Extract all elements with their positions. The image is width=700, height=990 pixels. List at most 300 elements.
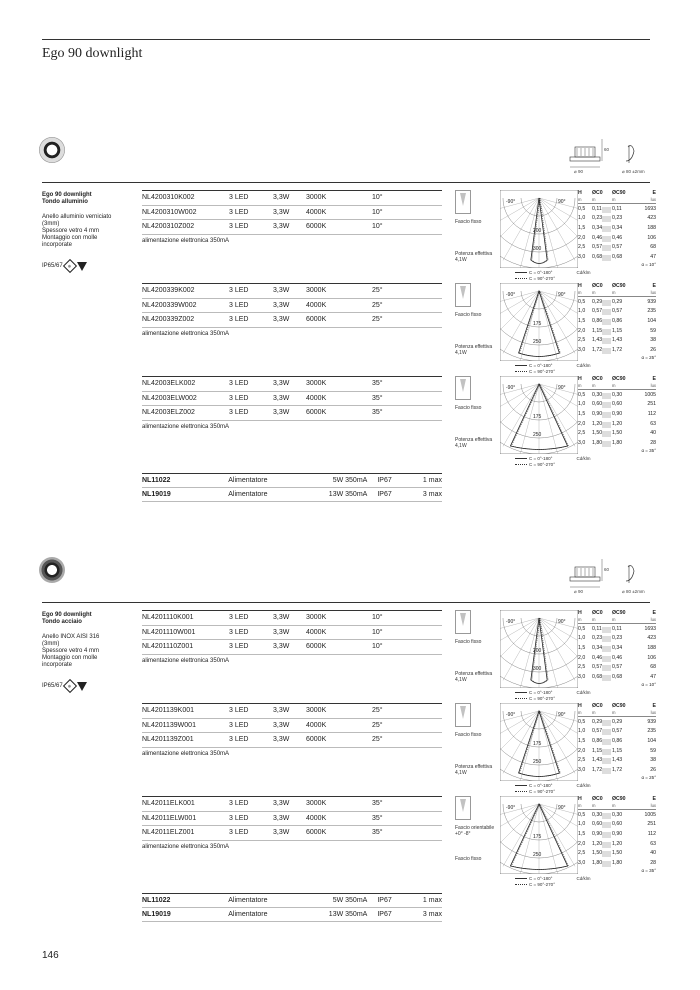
unit-label: Cd/klm bbox=[576, 690, 591, 695]
photometry-row: 3,0 1,72 1,72 26 bbox=[578, 766, 656, 773]
product-table bbox=[142, 610, 442, 664]
photometry-header: H ØC0 ØC90 E bbox=[578, 376, 656, 382]
beam-type-label: Fascio fisso bbox=[455, 219, 482, 225]
power: 3,3W bbox=[273, 316, 290, 324]
beam-tilt-label: +0° -8° bbox=[455, 831, 471, 837]
beam-angle-label: α = 10° bbox=[641, 261, 656, 267]
product-row bbox=[142, 299, 442, 314]
beam-angle: 25° bbox=[372, 707, 383, 715]
polar-label-inner: 200 bbox=[533, 648, 542, 654]
photometry-row: 1,0 0,23 0,23 423 bbox=[578, 635, 656, 642]
power-effective-label: Potenza effettiva bbox=[455, 437, 493, 443]
photometry-row: 0,5 0,30 0,30 1005 bbox=[578, 391, 656, 398]
product-table bbox=[142, 283, 442, 337]
beam-angle-label: α = 35° bbox=[641, 447, 656, 453]
photometry-row: 1,5 0,86 0,86 104 bbox=[578, 317, 656, 324]
power-supply-note: alimentazione elettronica 350mA bbox=[142, 423, 230, 430]
product-table bbox=[142, 190, 442, 244]
accessory-row bbox=[142, 908, 442, 922]
photometry-row: 0,5 0,29 0,29 939 bbox=[578, 718, 656, 725]
polar-label-right: 90° bbox=[558, 712, 566, 718]
polar-diagram bbox=[500, 703, 578, 793]
color-temp: 6000K bbox=[306, 409, 327, 417]
polar-label-left: -90° bbox=[506, 805, 516, 811]
accessory-max: 3 max bbox=[422, 911, 442, 918]
product-photo bbox=[39, 137, 65, 163]
product-code: NL42011ELW001 bbox=[142, 814, 197, 822]
polar-label-right: 90° bbox=[558, 292, 566, 298]
ip-label: IP65/67 bbox=[42, 262, 63, 269]
product-row bbox=[142, 190, 442, 206]
photometry-row: 2,5 1,50 1,50 40 bbox=[578, 430, 656, 437]
photometry-row: 1,0 0,60 0,60 251 bbox=[578, 401, 656, 408]
product-code: NL4201139K001 bbox=[142, 707, 195, 715]
polar-label-outer: 300 bbox=[533, 666, 542, 672]
product-row bbox=[142, 376, 442, 392]
accessory-code: NL11022 bbox=[142, 477, 171, 484]
photometry-units: m m m lux bbox=[578, 710, 656, 715]
page-title: Ego 90 downlight bbox=[42, 46, 143, 61]
product-row bbox=[142, 640, 442, 655]
led-count: 3 LED bbox=[229, 316, 249, 324]
power: 3,3W bbox=[273, 707, 290, 715]
product-table bbox=[142, 376, 442, 430]
power: 3,3W bbox=[273, 814, 290, 822]
beam-angle: 35° bbox=[372, 814, 383, 822]
polar-label-inner: 200 bbox=[533, 228, 542, 234]
beam-angle: 10° bbox=[372, 643, 383, 651]
polar-label-left: -90° bbox=[506, 292, 516, 298]
material-line: (3mm) bbox=[42, 221, 60, 227]
beam-type-label: Fascio fisso bbox=[455, 405, 482, 411]
led-count: 3 LED bbox=[229, 628, 249, 636]
led-count: 3 LED bbox=[229, 287, 249, 295]
hole-label: ⌀ 80 ±2mm bbox=[622, 589, 645, 594]
photometry-row: 1,5 0,90 0,90 112 bbox=[578, 410, 656, 417]
polar-label-inner: 175 bbox=[533, 321, 542, 327]
polar-label-left: -90° bbox=[506, 385, 516, 391]
beam-type-label: Fascio orientabile bbox=[455, 825, 495, 831]
product-row bbox=[142, 826, 442, 841]
unit-label: Cd/klm bbox=[576, 783, 591, 788]
photometry-row: 2,0 1,15 1,15 59 bbox=[578, 327, 656, 334]
accessory-max: 1 max bbox=[422, 897, 442, 904]
legend-c90: C = 90°-270° bbox=[515, 882, 555, 887]
material-line: incorporate bbox=[42, 662, 73, 668]
power: 3,3W bbox=[273, 736, 290, 744]
color-temp: 3000K bbox=[306, 614, 327, 622]
legend-c90: C = 90°-270° bbox=[515, 369, 555, 374]
hole-label: ⌀ 80 ±2mm bbox=[622, 169, 645, 174]
product-row bbox=[142, 610, 442, 626]
width-label: ⌀ 90 bbox=[574, 169, 583, 174]
photometry-row: 2,0 1,20 1,20 63 bbox=[578, 840, 656, 847]
power-supply-note: alimentazione elettronica 350mA bbox=[142, 750, 230, 757]
led-count: 3 LED bbox=[229, 721, 249, 729]
product-name: Ego 90 downlight bbox=[42, 612, 92, 618]
top-rule bbox=[42, 39, 650, 40]
polar-diagram bbox=[500, 376, 578, 466]
section-rule bbox=[42, 602, 650, 603]
photometry-header: H ØC0 ØC90 E bbox=[578, 190, 656, 196]
power: 3,3W bbox=[273, 380, 290, 388]
polar-label-outer: 250 bbox=[533, 759, 542, 765]
beam-angle: 35° bbox=[372, 829, 383, 837]
material-list bbox=[42, 634, 142, 669]
unit-label: Cd/klm bbox=[576, 456, 591, 461]
polar-label-inner: 175 bbox=[533, 414, 542, 420]
polar-label-left: -90° bbox=[506, 712, 516, 718]
polar-diagram bbox=[500, 796, 578, 886]
color-temp: 4000K bbox=[306, 208, 327, 216]
beam-type-label: Fascio fisso bbox=[455, 312, 482, 318]
class-icon: ⊕ bbox=[63, 679, 77, 693]
polar-label-outer: 250 bbox=[533, 852, 542, 858]
power: 3,3W bbox=[273, 223, 290, 231]
photometry-units: m m m lux bbox=[578, 383, 656, 388]
accessory-type: Alimentatore bbox=[228, 897, 268, 904]
beam-angle-label: α = 25° bbox=[641, 774, 656, 780]
product-row bbox=[142, 283, 442, 299]
product-code: NL4200339Z002 bbox=[142, 316, 195, 324]
photometry-header: H ØC0 ØC90 E bbox=[578, 703, 656, 709]
beam-angle: 25° bbox=[372, 316, 383, 324]
color-temp: 3000K bbox=[306, 194, 327, 202]
photometry-row: 3,0 0,68 0,68 47 bbox=[578, 673, 656, 680]
led-count: 3 LED bbox=[229, 394, 249, 402]
page-number: 146 bbox=[42, 950, 59, 961]
beam-thumbnail bbox=[455, 703, 471, 727]
beam-type-label: Fascio fisso bbox=[455, 732, 482, 738]
width-label: ⌀ 90 bbox=[574, 589, 583, 594]
beam-thumbnail bbox=[455, 796, 471, 820]
beam-angle: 25° bbox=[372, 287, 383, 295]
led-count: 3 LED bbox=[229, 380, 249, 388]
power-effective-value: 4,1W bbox=[455, 257, 467, 263]
product-name: Ego 90 downlight bbox=[42, 192, 92, 198]
product-code: NL4201139W001 bbox=[142, 721, 196, 729]
polar-label-left: -90° bbox=[506, 619, 516, 625]
power: 3,3W bbox=[273, 409, 290, 417]
color-temp: 4000K bbox=[306, 628, 327, 636]
beam-type-label-2: Fascio fisso bbox=[455, 856, 482, 862]
accessory-code: NL11022 bbox=[142, 897, 171, 904]
photometry-row: 0,5 0,11 0,11 1693 bbox=[578, 625, 656, 632]
height-label: 60 bbox=[604, 567, 610, 572]
photometry-row: 3,0 1,80 1,80 28 bbox=[578, 859, 656, 866]
material-line: Montaggio con molle bbox=[42, 235, 98, 241]
beam-thumbnail bbox=[455, 610, 471, 634]
product-code: NL4200310Z002 bbox=[142, 223, 195, 231]
product-code: NL4200339K002 bbox=[142, 287, 195, 295]
photometry-row: 2,0 1,20 1,20 63 bbox=[578, 420, 656, 427]
photometry-row: 0,5 0,30 0,30 1005 bbox=[578, 811, 656, 818]
beam-angle: 35° bbox=[372, 394, 383, 402]
accessory-rating: 13W 350mA bbox=[328, 491, 368, 498]
power-effective-label: Potenza effettiva bbox=[455, 671, 493, 677]
photometry-row: 2,5 1,43 1,43 38 bbox=[578, 337, 656, 344]
accessory-code: NL19019 bbox=[142, 911, 171, 918]
beam-thumbnail bbox=[455, 283, 471, 307]
product-row bbox=[142, 392, 442, 407]
accessory-type: Alimentatore bbox=[228, 911, 268, 918]
material-list bbox=[42, 214, 142, 249]
power-effective-value: 4,1W bbox=[455, 350, 467, 356]
accessories-table bbox=[142, 893, 442, 922]
product-subtitle: Tondo alluminio bbox=[42, 199, 88, 205]
color-temp: 3000K bbox=[306, 287, 327, 295]
power-effective-label: Potenza effettiva bbox=[455, 251, 493, 257]
accessories-table bbox=[142, 473, 442, 502]
power: 3,3W bbox=[273, 829, 290, 837]
color-temp: 4000K bbox=[306, 301, 327, 309]
product-code: NL4200310K002 bbox=[142, 194, 195, 202]
unit-label: Cd/klm bbox=[576, 876, 591, 881]
product-row bbox=[142, 406, 442, 421]
product-code: NL4201110Z001 bbox=[142, 643, 194, 651]
beam-angle: 35° bbox=[372, 380, 383, 388]
material-line: Anello INOX AISI 316 bbox=[42, 634, 100, 640]
product-row bbox=[142, 313, 442, 328]
beam-angle: 35° bbox=[372, 800, 383, 808]
polar-diagram bbox=[500, 283, 578, 373]
power: 3,3W bbox=[273, 394, 290, 402]
photometry-row: 1,5 0,90 0,90 112 bbox=[578, 830, 656, 837]
product-row bbox=[142, 796, 442, 812]
product-row bbox=[142, 812, 442, 827]
product-description bbox=[42, 612, 142, 691]
color-temp: 3000K bbox=[306, 707, 327, 715]
power-supply-note: alimentazione elettronica 350mA bbox=[142, 237, 230, 244]
power: 3,3W bbox=[273, 800, 290, 808]
photometry-row: 0,5 0,29 0,29 939 bbox=[578, 298, 656, 305]
led-count: 3 LED bbox=[229, 814, 249, 822]
polar-label-outer: 250 bbox=[533, 339, 542, 345]
photometry-row: 1,5 0,34 0,34 188 bbox=[578, 224, 656, 231]
power: 3,3W bbox=[273, 614, 290, 622]
photometry-header: H ØC0 ØC90 E bbox=[578, 610, 656, 616]
product-code: NL4200339W002 bbox=[142, 301, 197, 309]
product-table bbox=[142, 796, 442, 850]
accessory-row bbox=[142, 473, 442, 488]
led-count: 3 LED bbox=[229, 707, 249, 715]
photometry-row: 0,5 0,11 0,11 1693 bbox=[578, 205, 656, 212]
beam-thumbnail bbox=[455, 376, 471, 400]
accessory-rating: 13W 350mA bbox=[328, 911, 368, 918]
legend-c0: C = 0°-180° Cd/klm bbox=[515, 876, 591, 881]
product-row bbox=[142, 703, 442, 719]
led-count: 3 LED bbox=[229, 208, 249, 216]
unit-label: Cd/klm bbox=[576, 270, 591, 275]
led-count: 3 LED bbox=[229, 223, 249, 231]
polar-label-inner: 175 bbox=[533, 741, 542, 747]
photometry-row: 2,5 1,43 1,43 38 bbox=[578, 757, 656, 764]
power-effective-label: Potenza effettiva bbox=[455, 344, 493, 350]
led-count: 3 LED bbox=[229, 614, 249, 622]
product-row bbox=[142, 206, 442, 221]
color-temp: 3000K bbox=[306, 800, 327, 808]
accessory-max: 3 max bbox=[422, 491, 442, 498]
led-count: 3 LED bbox=[229, 301, 249, 309]
material-line: incorporate bbox=[42, 242, 73, 248]
ip-label: IP65/67 bbox=[42, 682, 63, 689]
section-rule bbox=[42, 182, 650, 183]
photometry-header: H ØC0 ØC90 E bbox=[578, 283, 656, 289]
accessory-ip: IP67 bbox=[377, 477, 392, 484]
photometry-row: 2,5 0,57 0,57 68 bbox=[578, 664, 656, 671]
material-line: (3mm) bbox=[42, 641, 60, 647]
power: 3,3W bbox=[273, 643, 290, 651]
photometry-table bbox=[578, 190, 656, 267]
beam-angle: 35° bbox=[372, 409, 383, 417]
polar-label-left: -90° bbox=[506, 199, 516, 205]
height-label: 60 bbox=[604, 147, 610, 152]
power-effective-value: 4,1W bbox=[455, 770, 467, 776]
photometry-row: 1,5 0,34 0,34 188 bbox=[578, 644, 656, 651]
color-temp: 6000K bbox=[306, 643, 327, 651]
power-effective-label: Potenza effettiva bbox=[455, 764, 493, 770]
beam-angle: 10° bbox=[372, 614, 383, 622]
power: 3,3W bbox=[273, 194, 290, 202]
beam-type-label: Fascio fisso bbox=[455, 639, 482, 645]
led-count: 3 LED bbox=[229, 409, 249, 417]
product-code: NL42003ELW002 bbox=[142, 394, 197, 402]
color-temp: 6000K bbox=[306, 829, 327, 837]
color-temp: 4000K bbox=[306, 721, 327, 729]
material-line: Spessore vetro 4 mm bbox=[42, 648, 100, 654]
accessory-code: NL19019 bbox=[142, 491, 171, 498]
dimension-drawing bbox=[560, 555, 660, 605]
photometry-units: m m m lux bbox=[578, 197, 656, 202]
beam-angle: 25° bbox=[372, 736, 383, 744]
accessory-type: Alimentatore bbox=[228, 491, 268, 498]
beam-angle: 10° bbox=[372, 208, 383, 216]
led-count: 3 LED bbox=[229, 829, 249, 837]
photometry-row: 3,0 1,80 1,80 28 bbox=[578, 439, 656, 446]
color-temp: 6000K bbox=[306, 316, 327, 324]
legend-c90: C = 90°-270° bbox=[515, 276, 555, 281]
class-icon: ⊕ bbox=[63, 259, 77, 273]
product-code: NL4200310W002 bbox=[142, 208, 197, 216]
photometry-units: m m m lux bbox=[578, 803, 656, 808]
f-mark-icon bbox=[77, 682, 87, 691]
photometry-row: 1,0 0,57 0,57 235 bbox=[578, 308, 656, 315]
material-line: Montaggio con molle bbox=[42, 655, 98, 661]
product-code: NL42003ELZ002 bbox=[142, 409, 195, 417]
beam-angle-label: α = 25° bbox=[641, 354, 656, 360]
beam-angle: 10° bbox=[372, 628, 383, 636]
product-row bbox=[142, 626, 442, 641]
product-row bbox=[142, 719, 442, 734]
legend-c0: C = 0°-180° Cd/klm bbox=[515, 690, 591, 695]
photometry-row: 2,5 0,57 0,57 68 bbox=[578, 244, 656, 251]
polar-label-right: 90° bbox=[558, 385, 566, 391]
product-code: NL42011ELZ001 bbox=[142, 829, 195, 837]
accessory-ip: IP67 bbox=[377, 911, 392, 918]
legend-c0: C = 0°-180° Cd/klm bbox=[515, 783, 591, 788]
photometry-row: 1,0 0,60 0,60 251 bbox=[578, 821, 656, 828]
accessory-ip: IP67 bbox=[377, 491, 392, 498]
product-table bbox=[142, 703, 442, 757]
photometry-row: 1,0 0,23 0,23 423 bbox=[578, 215, 656, 222]
polar-label-right: 90° bbox=[558, 199, 566, 205]
beam-angle: 10° bbox=[372, 194, 383, 202]
accessory-rating: 5W 350mA bbox=[332, 477, 368, 484]
power: 3,3W bbox=[273, 628, 290, 636]
beam-thumbnail bbox=[455, 190, 471, 214]
power: 3,3W bbox=[273, 301, 290, 309]
power-effective-value: 4,1W bbox=[455, 443, 467, 449]
photometry-row: 1,0 0,57 0,57 235 bbox=[578, 728, 656, 735]
photometry-table bbox=[578, 703, 656, 780]
photometry-row: 2,0 1,15 1,15 59 bbox=[578, 747, 656, 754]
photometry-row: 2,0 0,46 0,46 106 bbox=[578, 234, 656, 241]
photometry-units: m m m lux bbox=[578, 290, 656, 295]
polar-label-right: 90° bbox=[558, 619, 566, 625]
legend-c90: C = 90°-270° bbox=[515, 789, 555, 794]
photometry-row: 3,0 0,68 0,68 47 bbox=[578, 253, 656, 260]
legend-c0: C = 0°-180° Cd/klm bbox=[515, 363, 591, 368]
power-supply-note: alimentazione elettronica 350mA bbox=[142, 330, 230, 337]
product-row bbox=[142, 220, 442, 235]
legend-c0: C = 0°-180° Cd/klm bbox=[515, 270, 591, 275]
product-code: NL42003ELK002 bbox=[142, 380, 196, 388]
product-code: NL4201110K001 bbox=[142, 614, 194, 622]
material-line: Anello alluminio verniciato bbox=[42, 214, 112, 220]
led-count: 3 LED bbox=[229, 736, 249, 744]
product-row bbox=[142, 733, 442, 748]
polar-label-inner: 175 bbox=[533, 834, 542, 840]
color-temp: 4000K bbox=[306, 394, 327, 402]
photometry-table bbox=[578, 283, 656, 360]
product-subtitle: Tondo acciaio bbox=[42, 619, 82, 625]
led-count: 3 LED bbox=[229, 643, 249, 651]
color-temp: 6000K bbox=[306, 223, 327, 231]
beam-angle-label: α = 10° bbox=[641, 681, 656, 687]
dimension-drawing bbox=[560, 135, 660, 185]
power-effective-value: 4,1W bbox=[455, 677, 467, 683]
beam-angle-label: α = 35° bbox=[641, 867, 656, 873]
photometry-row: 3,0 1,72 1,72 26 bbox=[578, 346, 656, 353]
material-line: Spessore vetro 4 mm bbox=[42, 228, 100, 234]
led-count: 3 LED bbox=[229, 194, 249, 202]
polar-label-outer: 250 bbox=[533, 432, 542, 438]
legend-c90: C = 90°-270° bbox=[515, 696, 555, 701]
photometry-row: 1,5 0,86 0,86 104 bbox=[578, 737, 656, 744]
polar-label-right: 90° bbox=[558, 805, 566, 811]
product-code: NL4201110W001 bbox=[142, 628, 196, 636]
photometry-table bbox=[578, 610, 656, 687]
color-temp: 4000K bbox=[306, 814, 327, 822]
polar-diagram bbox=[500, 610, 578, 700]
accessory-row bbox=[142, 488, 442, 502]
accessory-row bbox=[142, 893, 442, 908]
accessory-type: Alimentatore bbox=[228, 477, 268, 484]
photometry-units: m m m lux bbox=[578, 617, 656, 622]
power-supply-note: alimentazione elettronica 350mA bbox=[142, 657, 230, 664]
unit-label: Cd/klm bbox=[576, 363, 591, 368]
photometry-row: 2,0 0,46 0,46 106 bbox=[578, 654, 656, 661]
power-supply-note: alimentazione elettronica 350mA bbox=[142, 843, 230, 850]
product-code: NL4201139Z001 bbox=[142, 736, 194, 744]
f-mark-icon bbox=[77, 262, 87, 271]
product-description bbox=[42, 192, 142, 271]
beam-angle: 25° bbox=[372, 721, 383, 729]
ip-rating bbox=[42, 681, 142, 691]
photometry-row: 2,5 1,50 1,50 40 bbox=[578, 850, 656, 857]
ip-rating bbox=[42, 261, 142, 271]
power: 3,3W bbox=[273, 721, 290, 729]
